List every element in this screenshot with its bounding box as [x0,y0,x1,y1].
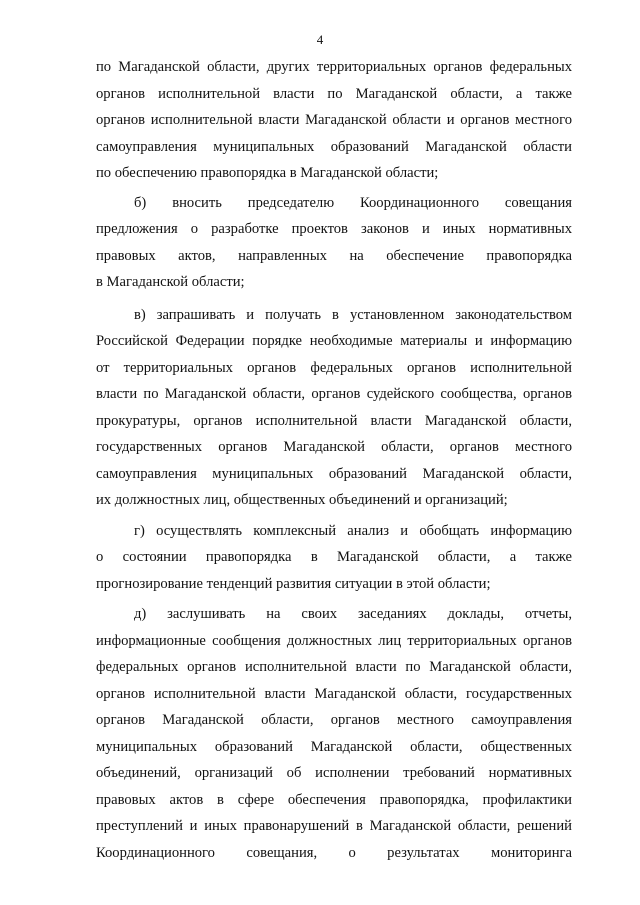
text-line: муниципальных образований Магаданской области, общественных [96,738,572,755]
text-line: власти по Магаданской области, органов судейского сообщества, органов [96,386,572,402]
text-line: органов исполнительной власти Магаданской области, государственных [96,685,572,702]
text-line: по обеспечению правопорядка в Магаданской области; [96,165,439,181]
text-line: о состоянии правопорядка в Магаданской области, а также [96,549,572,565]
paragraph-item-v [96,302,572,514]
text-line: от территориальных органов федеральных органов исполнительной [96,359,572,376]
text-line: Российской Федерации порядке необходимые материалы и информацию [96,333,572,349]
text-line: объединений, организаций об исполнении требований нормативных [96,765,572,781]
text-line: прогнозирование тенденций развития ситуации в этой области; [96,575,491,592]
text-line: б) вносить председателю Координационного совещания [134,194,572,211]
text-line: г) осуществлять комплексный анализ и обобщать информацию [134,522,572,539]
text-line: в) запрашивать и получать в установленном законодательством [134,306,572,323]
paragraph-intro-continuation [96,54,572,187]
text-line: в Магаданской области; [96,274,245,290]
body-text [96,54,572,866]
paragraph-item-b [96,190,572,296]
text-line: Координационного совещания, о результатах мониторинга [96,844,572,861]
text-line: преступлений и иных правонарушений в Магаданской области, решений [96,818,572,834]
text-line: по Магаданской области, других территориальных органов федеральных [96,59,572,75]
text-line: прокуратуры, органов исполнительной власти Магаданской области, [96,412,572,429]
text-line: органов Магаданской области, органов местного самоуправления [96,712,572,728]
text-line: самоуправления муниципальных образований Магаданской области [96,138,572,155]
paragraph-item-g [96,518,572,598]
paragraph-item-d [96,601,572,866]
text-line: их должностных лиц, общественных объединений и организаций; [96,492,508,508]
text-line: правовых актов в сфере обеспечения правопорядка, профилактики [96,791,572,808]
text-line: информационные сообщения должностных лиц территориальных органов [96,632,572,649]
text-line: федеральных органов исполнительной власти по Магаданской области, [96,659,572,675]
text-line: правовых актов, направленных на обеспечение правопорядка [96,247,572,264]
text-line: государственных органов Магаданской области, органов местного [96,439,572,455]
text-line: самоуправления муниципальных образований Магаданской области, [96,465,572,482]
text-line: д) заслушивать на своих заседаниях доклады, отчеты, [134,606,572,622]
text-line: органов исполнительной власти Магаданской области и органов местного [96,112,572,128]
page-number: 4 [316,32,324,47]
text-line: органов исполнительной власти по Магаданской области, а также [96,85,572,102]
text-line: предложения о разработке проектов законов и иных нормативных [96,221,572,237]
